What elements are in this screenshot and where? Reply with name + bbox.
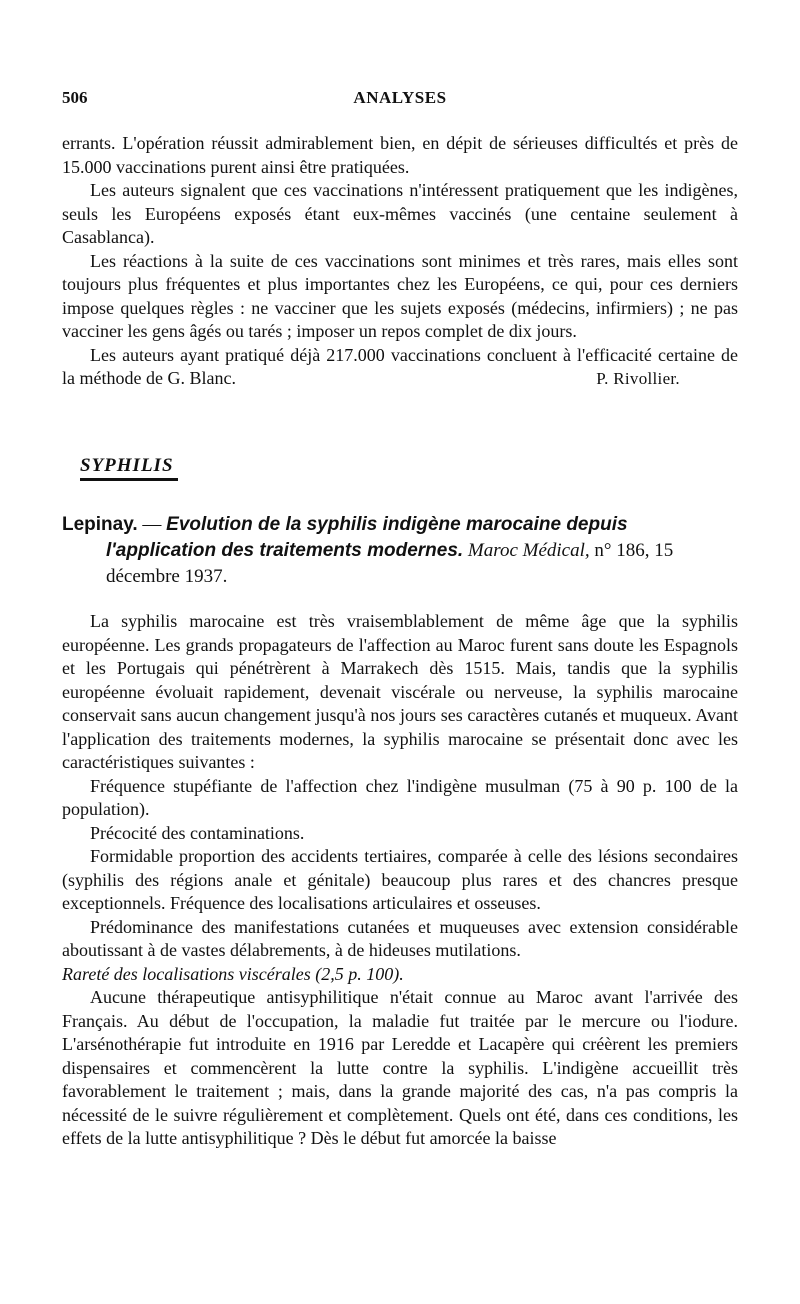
page-header <box>62 88 738 114</box>
paragraph: Les auteurs signalent que ces vaccinations n'intéressent pratiquement que les indigènes, seuls les Européens exposés étant eux-mêmes vaccinés (une centaine seulement à Casablanca). <box>62 180 738 247</box>
paragraph: Formidable proportion des accidents tertiaires, comparée à celle des lésions secondaires (syphilis des régions anale et génitale) beaucoup plus rares et des chancres presque exceptionnels. Fréquence des localisations articulaires et osseuses. <box>62 846 738 913</box>
paragraph: Rareté des localisations viscérales (2,5 p. 100). <box>62 963 404 984</box>
section-heading: SYPHILIS <box>80 455 174 476</box>
reviewer-signature: P. Rivollier. <box>596 369 680 388</box>
paragraph-with-signature <box>62 344 738 391</box>
review-body <box>62 610 738 1151</box>
citation-dash: — <box>137 514 167 535</box>
journal-name: Maroc Médical, <box>467 540 590 561</box>
paragraph: La syphilis marocaine est très vraisemblablement de même âge que la syphilis européenne. Les grands propagateurs de l'affection au Maroc furent sans doute les Espagnols et les Portugais qui pénétrèrent à Marrakech dès 1515. Mais, tandis que la syphilis européenne évoluait rapidement, devenait viscérale ou nerveuse, la syphilis marocaine conservait sans aucun changement jusqu'à nos jours ses caractères cutanés et muqueux. Avant l'application des traitements modernes, la syphilis marocaine se présentait donc avec les caractéristiques suivantes : <box>62 611 738 772</box>
citation-details: n° 186, 15 décembre 1937. <box>106 540 674 587</box>
review-citation <box>62 512 738 590</box>
paragraph: Les auteurs ayant pratiqué déjà 217.000 vaccinations concluent à l'efficacité certaine de la méthode de G. Blanc. <box>62 344 738 388</box>
paragraph: Précocité des contaminations. <box>90 822 305 843</box>
paragraph: Prédominance des manifestations cutanées et muqueuses avec extension considérable aboutissant à de vastes délabrements, à de hideuses mutilations. <box>62 916 738 960</box>
review-continuation <box>62 132 738 391</box>
paragraph: Les réactions à la suite de ces vaccinations sont minimes et très rares, mais elles sont toujours plus fréquentes et plus importantes chez les Européens, ce qui, pour ces derniers impose quelques règles : ne vacciner que les sujets exposés (médecins, infirmiers) ; ne pas vacciner les gens âgés ou tarés ; imposer un repos complet de dix jours. <box>62 250 738 341</box>
paragraph: Aucune thérapeutique antisyphilitique n'était connue au Maroc avant l'arrivée des Français. Au début de l'occupation, la maladie fut traitée par le mercure ou l'iodure. L'arsénothérapie fut introduite en 1916 par Leredde et Lacapère qui créèrent les premiers dispensaires et commencèrent la lutte contre la syphilis. L'indigène accueillit très favorablement le traitement ; mais, dans la grande majorité des cas, n'a pas compris la nécessité de le suivre régulièrement et complètement. Quels ont été, dans ces conditions, les effets de la lutte antisyphilitique ? Dès le début fut amorcée la baisse <box>62 987 738 1148</box>
page-number: 506 <box>62 88 88 107</box>
paragraph: Fréquence stupéfiante de l'affection chez l'indigène musulman (75 à 90 p. 100 de la population). <box>62 775 738 819</box>
paragraph: errants. L'opération réussit admirablement bien, en dépit de sérieuses difficultés et près de 15.000 vaccinations purent ainsi être pratiquées. <box>62 133 738 177</box>
section-underline <box>80 478 178 481</box>
article-title: Evolution de la syphilis indigène marocaine depuis l'application des traitements modernes. <box>106 514 628 561</box>
running-head: ANALYSES <box>353 88 447 107</box>
review-author: Lepinay. <box>62 514 138 535</box>
